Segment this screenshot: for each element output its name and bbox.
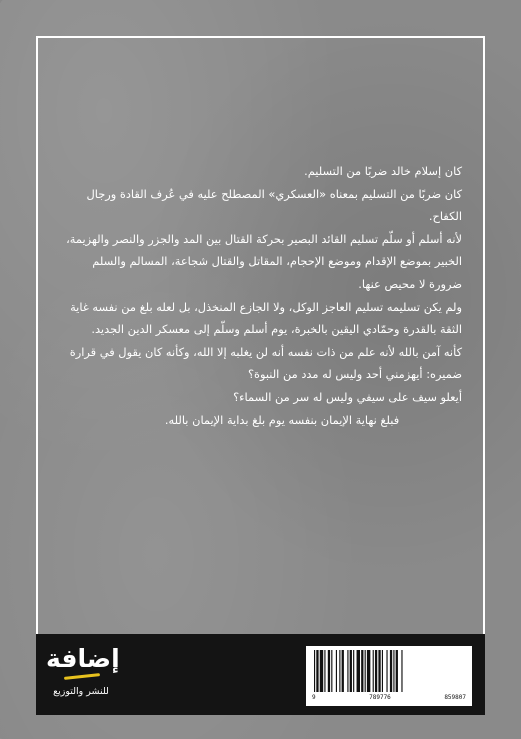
isbn-barcode [306, 646, 472, 706]
bottom-band [36, 634, 485, 715]
paragraph: ولم يكن تسليمه تسليم العاجز الوكل، ولا الجازع المنخذل، بل لعله بلغ من نفسه غاية الثقة بالقدرة وحمّادي اليقين بالخبرة، يوم أسلم وسلّم إلى معسكر الدين الجديد. [70, 299, 462, 337]
paragraph: كأنه آمن بالله لأنه علم من ذات نفسه أنه لن يغلبه إلا الله، وكأنه كان يقول في قرارة ضميره: أيهزمني أحد وليس له مدد من النبوة؟ [69, 344, 462, 382]
barcode-digits [312, 694, 466, 701]
publisher-tagline: للنشر والتوزيع [53, 686, 109, 697]
publisher-logo [46, 642, 120, 710]
paragraph: كان ضربًا من التسليم بمعناه «العسكري» المصطلح عليه في عُرف القادة ورجال الكفاح. [86, 186, 462, 224]
publisher-name: إضافة [46, 644, 120, 673]
barcode-lead-digit: 9 [312, 694, 316, 701]
paragraph: لأنه أسلم أو سلّم تسليم القائد البصير بحركة القتال بين المد والجزر والنصر والهزيمة، الخبير بموضع الإقدام وموضع الإحجام، المقاتل والقتال شجاعة، المسالم والسلم ضرورة لا محيص عنها. [66, 231, 462, 291]
barcode-group-2: 859807 [444, 694, 466, 701]
barcode-bars-icon [312, 650, 466, 692]
paragraph: فبلغ نهاية الإيمان بنفسه يوم بلغ بداية الإيمان بالله. [164, 412, 400, 427]
paragraph: كان إسلام خالد ضربًا من التسليم. [304, 164, 462, 178]
barcode-group-1: 789776 [369, 694, 391, 701]
back-cover-text [62, 160, 462, 431]
paragraph: أيعلو سيف على سيفي وليس له سر من السماء؟ [233, 389, 462, 404]
